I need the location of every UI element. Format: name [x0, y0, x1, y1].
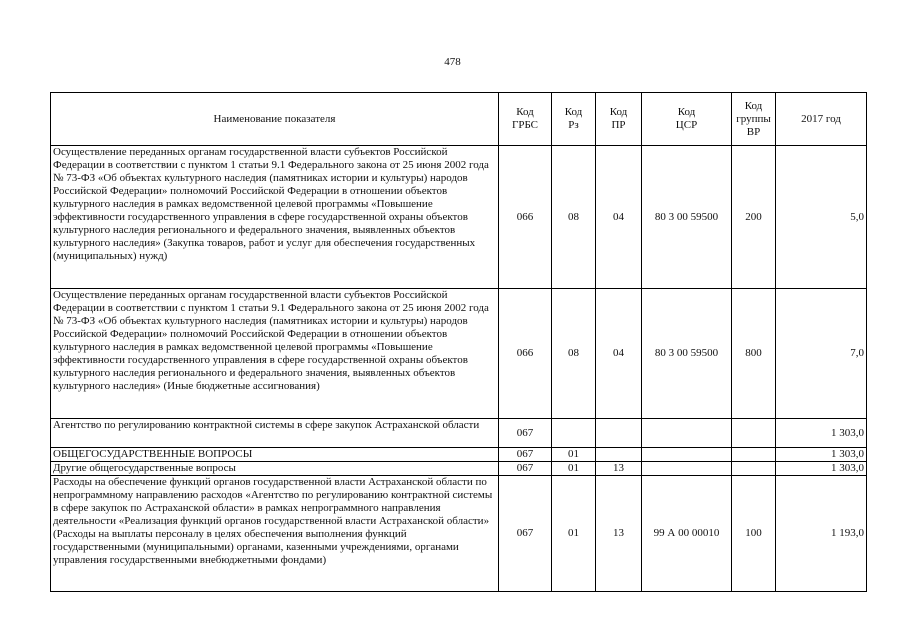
- row-name: Осуществление переданных органам государственной власти субъектов Российской Федерации в соответствии с пунктом 1 статьи 9.1 Федерального закона от 25 июня 2002 года № 73-ФЗ «Об объектах культурного наследия (памятниках истории и культуры) народов Российской Федерации» полномочий Российской Федерации в отношении объектов культурного наследия в рамках ведомственной целевой программы «Повышение эффективности государственного управления в сфере государственной охраны объектов культурного наследия регионального и федерального значения, выявленных объектов культурного наследия» (Закупка товаров, работ и услуг для обеспечения государственных (муниципальных) нужд): [51, 146, 499, 289]
- cell-rz: 01: [552, 476, 596, 592]
- cell-csr: 80 3 00 59500: [642, 146, 732, 289]
- cell-pr: 13: [596, 462, 642, 476]
- header-rz: Код Рз: [552, 93, 596, 146]
- cell-csr: [642, 448, 732, 462]
- table-row: [51, 419, 867, 448]
- header-grbs: Код ГРБС: [499, 93, 552, 146]
- cell-vr: 200: [732, 146, 776, 289]
- cell-csr: [642, 419, 732, 448]
- header-vr: Код группы ВР: [732, 93, 776, 146]
- row-name: Другие общегосударственные вопросы: [51, 462, 499, 476]
- table-row: [51, 146, 867, 289]
- header-pr: Код ПР: [596, 93, 642, 146]
- cell-rz: 01: [552, 462, 596, 476]
- cell-value: 7,0: [776, 289, 867, 419]
- row-name: ОБЩЕГОСУДАРСТВЕННЫЕ ВОПРОСЫ: [51, 448, 499, 462]
- cell-vr: [732, 419, 776, 448]
- cell-rz: 08: [552, 146, 596, 289]
- cell-value: 1 303,0: [776, 419, 867, 448]
- cell-rz: 01: [552, 448, 596, 462]
- cell-csr: 80 3 00 59500: [642, 289, 732, 419]
- row-name: Агентство по регулированию контрактной системы в сфере закупок Астраханской области: [51, 419, 499, 448]
- page-number: 478: [444, 56, 461, 68]
- header-year: 2017 год: [776, 93, 867, 146]
- table-row: [51, 476, 867, 592]
- cell-value: 1 303,0: [776, 462, 867, 476]
- table-row: [51, 289, 867, 419]
- cell-pr: 04: [596, 289, 642, 419]
- cell-pr: [596, 419, 642, 448]
- cell-vr: [732, 462, 776, 476]
- table-row: [51, 462, 867, 476]
- budget-table: [50, 92, 867, 592]
- cell-pr: 13: [596, 476, 642, 592]
- cell-value: 1 303,0: [776, 448, 867, 462]
- cell-grbs: 067: [499, 448, 552, 462]
- cell-grbs: 067: [499, 476, 552, 592]
- cell-pr: 04: [596, 146, 642, 289]
- cell-pr: [596, 448, 642, 462]
- cell-value: 1 193,0: [776, 476, 867, 592]
- cell-rz: 08: [552, 289, 596, 419]
- header-row: [51, 93, 867, 146]
- row-name: Расходы на обеспечение функций органов государственной власти Астраханской области по непрограммному направлению расходов «Агентство по регулированию контрактной системы в сфере закупок по Астраханской области» в рамках непрограммного направления деятельности «Реализация функций органов государственной власти Астраханской области» (Расходы на выплаты персоналу в целях обеспечения выполнения функций государственными (муниципальными) органами, казенными учреждениями, органами управления государственными внебюджетными фондами): [51, 476, 499, 592]
- cell-vr: 100: [732, 476, 776, 592]
- row-name: Осуществление переданных органам государственной власти субъектов Российской Федерации в соответствии с пунктом 1 статьи 9.1 Федерального закона от 25 июня 2002 года № 73-ФЗ «Об объектах культурного наследия (памятниках истории и культуры) народов Российской Федерации» полномочий Российской Федерации в отношении объектов культурного наследия в рамках ведомственной целевой программы «Повышение эффективности государственного управления в сфере государственной охраны объектов культурного наследия регионального и федерального значения, выявленных объектов культурного наследия» (Иные бюджетные ассигнования): [51, 289, 499, 419]
- cell-grbs: 067: [499, 462, 552, 476]
- cell-rz: [552, 419, 596, 448]
- table-row: [51, 448, 867, 462]
- cell-csr: 99 А 00 00010: [642, 476, 732, 592]
- cell-value: 5,0: [776, 146, 867, 289]
- cell-vr: 800: [732, 289, 776, 419]
- cell-grbs: 067: [499, 419, 552, 448]
- header-csr: Код ЦСР: [642, 93, 732, 146]
- cell-vr: [732, 448, 776, 462]
- cell-grbs: 066: [499, 289, 552, 419]
- cell-grbs: 066: [499, 146, 552, 289]
- header-name: Наименование показателя: [51, 93, 499, 146]
- cell-csr: [642, 462, 732, 476]
